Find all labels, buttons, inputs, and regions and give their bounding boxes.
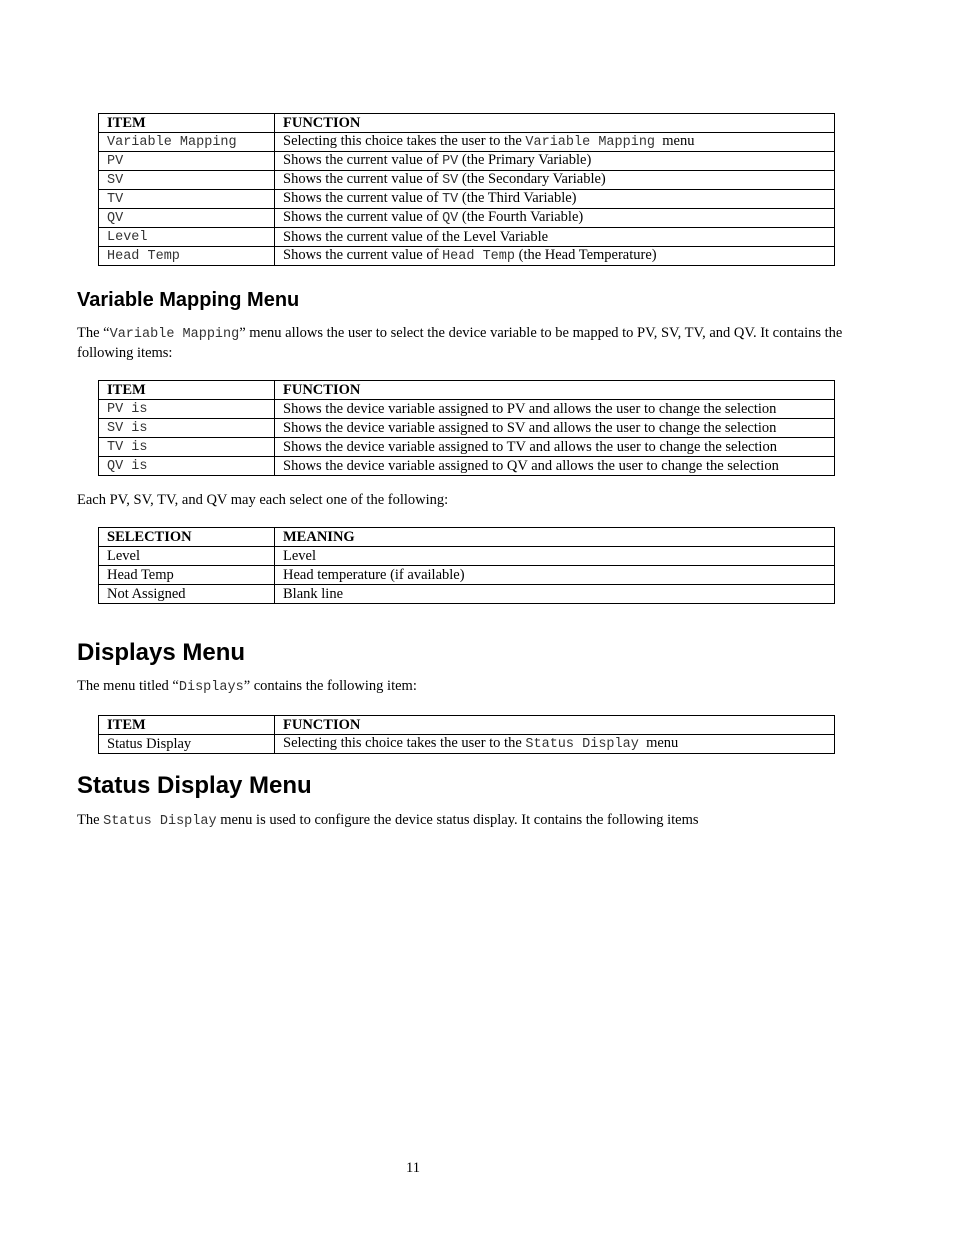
item-cell: PV bbox=[99, 152, 275, 171]
item-cell: SV is bbox=[99, 419, 275, 438]
selection-cell: Head Temp bbox=[99, 566, 275, 585]
item-cell: SV bbox=[99, 171, 275, 190]
item-cell: TV is bbox=[99, 438, 275, 457]
table-row bbox=[99, 400, 835, 419]
function-cell: Shows the current value of PV (the Primary Variable) bbox=[275, 152, 835, 171]
item-cell: Variable Mapping bbox=[99, 133, 275, 152]
page-number: 11 bbox=[406, 1160, 420, 1176]
function-cell: Shows the device variable assigned to PV and allows the user to change the selection bbox=[275, 400, 835, 419]
function-cell: Shows the current value of SV (the Secondary Variable) bbox=[275, 171, 835, 190]
function-cell: Shows the device variable assigned to SV and allows the user to change the selection bbox=[275, 419, 835, 438]
function-cell: Shows the device variable assigned to QV and allows the user to change the selection bbox=[275, 457, 835, 476]
function-cell: Shows the device variable assigned to TV and allows the user to change the selection bbox=[275, 438, 835, 457]
table-row bbox=[99, 190, 835, 209]
header-function: FUNCTION bbox=[275, 381, 835, 400]
header-function: FUNCTION bbox=[275, 716, 835, 735]
section-heading-status-display: Status Display Menu bbox=[77, 772, 312, 799]
item-cell: QV bbox=[99, 209, 275, 228]
items-table bbox=[98, 113, 835, 266]
header-item: ITEM bbox=[99, 114, 275, 133]
table-row bbox=[99, 152, 835, 171]
header-item: ITEM bbox=[99, 381, 275, 400]
function-cell: Selecting this choice takes the user to the Status Display menu bbox=[275, 735, 835, 754]
table-row bbox=[99, 585, 835, 604]
meaning-cell: Blank line bbox=[275, 585, 835, 604]
section-paragraph: The menu titled “Displays” contains the following item: bbox=[77, 678, 417, 695]
header-item: ITEM bbox=[99, 716, 275, 735]
selection-cell: Level bbox=[99, 547, 275, 566]
variable-mapping-table bbox=[98, 380, 835, 476]
selection-intro-paragraph: Each PV, SV, TV, and QV may each select one of the following: bbox=[77, 492, 449, 508]
table-row bbox=[99, 566, 835, 585]
table-header-row bbox=[99, 528, 835, 547]
meaning-cell: Level bbox=[275, 547, 835, 566]
selection-cell: Not Assigned bbox=[99, 585, 275, 604]
table-row bbox=[99, 419, 835, 438]
table-header-row bbox=[99, 381, 835, 400]
section-heading-variable-mapping: Variable Mapping Menu bbox=[77, 289, 300, 311]
section-heading-displays: Displays Menu bbox=[77, 639, 246, 666]
function-cell: Shows the current value of Head Temp (the Head Temperature) bbox=[275, 247, 835, 266]
selection-table bbox=[98, 527, 835, 604]
table-header-row bbox=[99, 114, 835, 133]
item-cell: QV is bbox=[99, 457, 275, 476]
function-cell: Shows the current value of QV (the Fourth Variable) bbox=[275, 209, 835, 228]
header-selection: SELECTION bbox=[99, 528, 275, 547]
table-row bbox=[99, 133, 835, 152]
table-row bbox=[99, 438, 835, 457]
item-cell: TV bbox=[99, 190, 275, 209]
function-cell: Shows the current value of the Level Variable bbox=[275, 228, 835, 247]
item-cell: Head Temp bbox=[99, 247, 275, 266]
header-function: FUNCTION bbox=[275, 114, 835, 133]
table-row bbox=[99, 457, 835, 476]
item-cell: PV is bbox=[99, 400, 275, 419]
table-row bbox=[99, 209, 835, 228]
header-meaning: MEANING bbox=[275, 528, 835, 547]
section-paragraph: The “Variable Mapping” menu allows the user to select the device variable to be mapped to PV, SV, TV, and QV. It contains the following items: bbox=[77, 325, 843, 361]
table-row bbox=[99, 547, 835, 566]
table-row bbox=[99, 171, 835, 190]
table-row bbox=[99, 247, 835, 266]
section-paragraph: The Status Display menu is used to configure the device status display. It contains the following items bbox=[77, 812, 699, 829]
function-cell: Shows the current value of TV (the Third Variable) bbox=[275, 190, 835, 209]
displays-table bbox=[98, 715, 835, 754]
meaning-cell: Head temperature (if available) bbox=[275, 566, 835, 585]
item-cell: Status Display bbox=[99, 735, 275, 754]
item-cell: Level bbox=[99, 228, 275, 247]
function-cell: Selecting this choice takes the user to the Variable Mapping menu bbox=[275, 133, 835, 152]
table-row bbox=[99, 228, 835, 247]
table-header-row bbox=[99, 716, 835, 735]
table-row bbox=[99, 735, 835, 754]
